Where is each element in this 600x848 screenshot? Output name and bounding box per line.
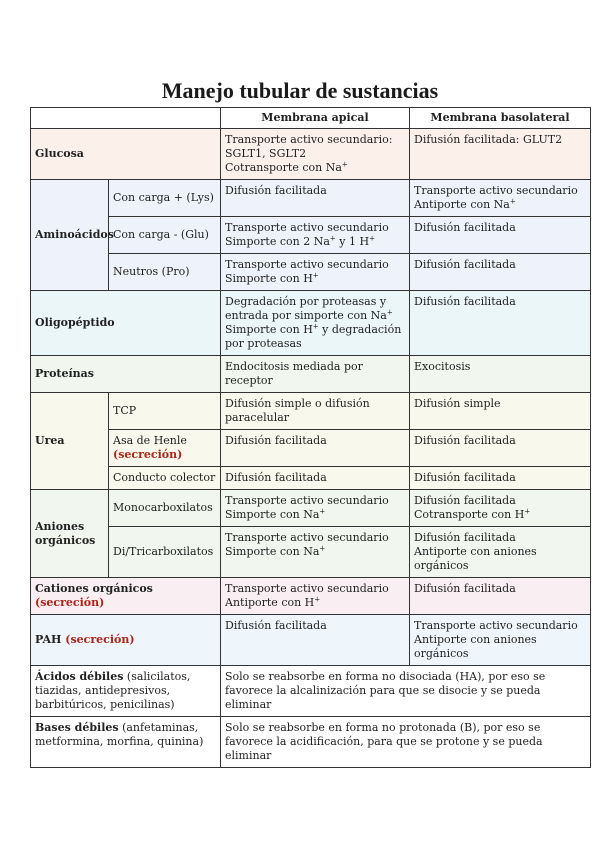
- row-glucosa: [31, 129, 591, 180]
- text-line: Simporte con Na: [225, 545, 320, 558]
- text-line: y degradación: [318, 323, 402, 336]
- row-aminoacidos-pro: [31, 254, 591, 291]
- cell-cationes-baso: Difusión facilitada: [410, 578, 591, 615]
- label-cationes: [31, 578, 221, 615]
- text-line: Antiporte con Na: [414, 198, 510, 211]
- text-line: Transporte activo secundario: [225, 582, 389, 595]
- text-line: Difusión facilitada: [414, 494, 516, 507]
- label-aminoacidos: Aminoácidos: [31, 180, 109, 291]
- header-basolateral: Membrana basolateral: [410, 108, 591, 129]
- text-line: entrada por simporte con Na: [225, 309, 387, 322]
- text-line: Simporte con Na: [225, 508, 320, 521]
- text-line: Cationes orgánicos: [35, 582, 153, 595]
- text-line: paracelular: [225, 411, 290, 424]
- superscript: +: [509, 197, 516, 206]
- row-aminoacidos-glu: [31, 217, 591, 254]
- text-line: Cotransporte con Na: [225, 161, 342, 174]
- cell-glu-apical: [221, 217, 410, 254]
- cell-di-apical: [221, 527, 410, 578]
- text-line: Bases débiles: [35, 721, 119, 734]
- cell-mono-apical: [221, 490, 410, 527]
- cell-tcp-baso: Difusión simple: [410, 393, 591, 430]
- text-line: Transporte activo secundario: [225, 221, 389, 234]
- row-pah: [31, 615, 591, 666]
- label-acidos: [31, 666, 221, 717]
- substance-table: [30, 107, 591, 768]
- row-oligopeptido: [31, 291, 591, 356]
- text-line: Difusión simple o difusión: [225, 397, 370, 410]
- row-urea-henle: [31, 430, 591, 467]
- text-line: Transporte activo secundario: [414, 619, 578, 632]
- secretion-tag: (secreción): [65, 633, 135, 646]
- text-line: Ácidos débiles: [35, 670, 124, 683]
- cell-cationes-apical: [221, 578, 410, 615]
- cell-henle-apical: Difusión facilitada: [221, 430, 410, 467]
- text-line: Simporte con H: [225, 323, 313, 336]
- superscript: +: [386, 308, 393, 317]
- text-line: Aniones: [35, 519, 85, 533]
- text-line: (anfetaminas, metformina, morfina, quinina): [35, 721, 204, 748]
- cell-oligopeptido-apical: [221, 291, 410, 356]
- cell-pro-baso: Difusión facilitada: [410, 254, 591, 291]
- row-urea-tcp: [31, 393, 591, 430]
- text-line: por proteasas: [225, 337, 302, 350]
- label-proteinas: Proteínas: [31, 356, 221, 393]
- row-proteinas: [31, 356, 591, 393]
- cell-glu-baso: Difusión facilitada: [410, 217, 591, 254]
- text-line: Transporte activo secundario: [225, 258, 389, 271]
- secretion-tag: (secreción): [113, 448, 183, 461]
- cell-glucosa-apical: [221, 129, 410, 180]
- text-line: (salicilatos, tiazidas, antidepresivos, barbitúricos, penicilinas): [35, 670, 191, 711]
- text-line: Antiporte con aniones orgánicos: [414, 633, 537, 660]
- text-line: Antiporte con aniones orgánicos: [414, 545, 537, 572]
- sub-pro: Neutros (Pro): [109, 254, 221, 291]
- sub-glu: Con carga - (Glu): [109, 217, 221, 254]
- text-line: Transporte activo secundario: [225, 494, 389, 507]
- cell-henle-baso: Difusión facilitada: [410, 430, 591, 467]
- row-aniones-di: [31, 527, 591, 578]
- sub-colector: Conducto colector: [109, 467, 221, 490]
- cell-pah-baso: [410, 615, 591, 666]
- superscript: +: [341, 160, 348, 169]
- secretion-tag: (secreción): [35, 596, 105, 609]
- text-line: orgánicos: [35, 533, 96, 547]
- cell-pro-apical: [221, 254, 410, 291]
- sub-tcp: TCP: [109, 393, 221, 430]
- row-acidos: [31, 666, 591, 717]
- row-cationes: [31, 578, 591, 615]
- text-line: Cotransporte con H: [414, 508, 525, 521]
- header-empty: [31, 108, 221, 129]
- label-glucosa: Glucosa: [31, 129, 221, 180]
- text-line: Antiporte con H: [225, 596, 315, 609]
- sub-lys: Con carga + (Lys): [109, 180, 221, 217]
- label-pah: [31, 615, 221, 666]
- header-apical: Membrana apical: [221, 108, 410, 129]
- cell-lys-baso: [410, 180, 591, 217]
- label-urea: Urea: [31, 393, 109, 490]
- superscript: +: [312, 322, 319, 331]
- cell-acidos-text: Solo se reabsorbe en forma no disociada (HA), por eso se favorece la alcalinización para que se disocie y se pueda eliminar: [221, 666, 591, 717]
- sub-di: Di/Tricarboxilatos: [109, 527, 221, 578]
- text-line: PAH: [35, 633, 62, 646]
- row-aminoacidos-lys: [31, 180, 591, 217]
- cell-oligopeptido-baso: Difusión facilitada: [410, 291, 591, 356]
- superscript: +: [319, 544, 326, 553]
- text-line: Transporte activo secundario: [225, 531, 389, 544]
- superscript: +: [369, 234, 375, 243]
- cell-colector-apical: Difusión facilitada: [221, 467, 410, 490]
- row-bases: [31, 717, 591, 768]
- text-line: Asa de Henle: [113, 434, 187, 447]
- text-line: Difusión facilitada: [414, 531, 516, 544]
- cell-proteinas-apical: Endocitosis mediada por receptor: [221, 356, 410, 393]
- superscript: +: [312, 271, 319, 280]
- sub-mono: Monocarboxilatos: [109, 490, 221, 527]
- cell-colector-baso: Difusión facilitada: [410, 467, 591, 490]
- cell-pah-apical: Difusión facilitada: [221, 615, 410, 666]
- superscript: +: [314, 595, 321, 604]
- superscript: +: [329, 234, 336, 243]
- page-title: Manejo tubular de sustancias: [161, 78, 439, 103]
- cell-di-baso: [410, 527, 591, 578]
- cell-mono-baso: [410, 490, 591, 527]
- superscript: +: [319, 507, 326, 516]
- text-line: Transporte activo secundario: [414, 184, 578, 197]
- cell-glucosa-baso: Difusión facilitada: GLUT2: [410, 129, 591, 180]
- label-oligopeptido: Oligopéptido: [31, 291, 221, 356]
- row-aniones-mono: [31, 490, 591, 527]
- label-aniones: [31, 490, 109, 578]
- text-line: Simporte con 2 Na: [225, 235, 330, 248]
- text-line: Degradación por proteasas y: [225, 295, 387, 308]
- row-urea-colector: [31, 467, 591, 490]
- text-line: SGLT1, SGLT2: [225, 147, 307, 160]
- header-row: [31, 108, 591, 129]
- sub-henle: [109, 430, 221, 467]
- text-line: Simporte con H: [225, 272, 313, 285]
- text-line: Transporte activo secundario:: [225, 133, 393, 146]
- text-line: y 1 H: [335, 235, 370, 248]
- superscript: +: [524, 507, 531, 516]
- cell-lys-apical: Difusión facilitada: [221, 180, 410, 217]
- cell-bases-text: Solo se reabsorbe en forma no protonada (B), por eso se favorece la acidificación, para que se protone y se pueda eliminar: [221, 717, 591, 768]
- cell-tcp-apical: [221, 393, 410, 430]
- cell-proteinas-baso: Exocitosis: [410, 356, 591, 393]
- label-bases: [31, 717, 221, 768]
